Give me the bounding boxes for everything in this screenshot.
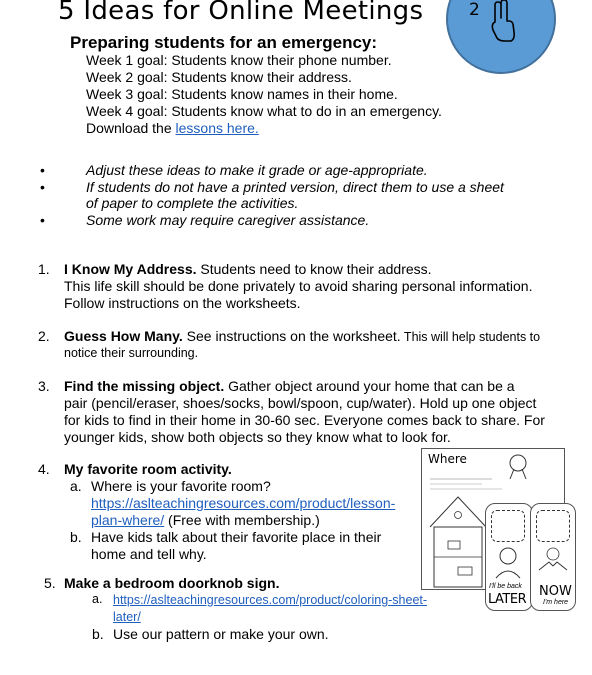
item-2-heading: Guess How Many. bbox=[64, 328, 183, 344]
coloring-sheet-later-link-cont[interactable]: later/ bbox=[113, 610, 141, 624]
lesson-plan-where-link[interactable]: https://aslteachingresources.com/product/lesson- bbox=[91, 495, 396, 511]
item-2-text: See instructions on the worksheet. bbox=[182, 328, 401, 344]
item-4-a-suffix: (Free with membership.) bbox=[164, 512, 320, 528]
goal-week-1: Week 1 goal: Students know their phone number. bbox=[86, 52, 392, 68]
item-4-b-line-2: home and tell why. bbox=[91, 546, 207, 562]
item-4-a-letter: a. bbox=[70, 478, 82, 494]
item-5-b-letter: b. bbox=[92, 626, 104, 642]
page-title: 5 Ideas for Online Meetings bbox=[58, 0, 424, 26]
sign-hands-drawing bbox=[535, 544, 571, 580]
sign-person-drawing bbox=[490, 544, 526, 580]
item-4-b-letter: b. bbox=[70, 529, 82, 545]
item-3-line-3: for kids to find in their home in 30-60 sec. Everyone comes back to share. For bbox=[64, 412, 545, 428]
section-subtitle: Preparing students for an emergency: bbox=[70, 33, 378, 52]
now-sign-text: NOW bbox=[539, 584, 572, 599]
item-5-heading bbox=[64, 575, 279, 592]
item-2-text-small: This will help students to bbox=[400, 330, 541, 344]
item-1-text: Students need to know their address. bbox=[196, 261, 432, 277]
item-4-a-line-2 bbox=[91, 512, 320, 529]
item-number: 5. bbox=[44, 575, 56, 591]
item-4-heading bbox=[64, 461, 232, 478]
item-number: 1. bbox=[38, 261, 50, 277]
item-1-heading: I Know My Address. bbox=[64, 261, 197, 277]
item-number: 4. bbox=[38, 461, 50, 477]
item-1-line-2: This life skill should be done privately to avoid sharing personal information. bbox=[64, 278, 533, 294]
item-4-heading-text: My favorite room activity. bbox=[64, 461, 232, 477]
goal-week-4: Week 4 goal: Students know what to do in an emergency. bbox=[86, 103, 442, 119]
later-sign-text: LATER bbox=[488, 592, 527, 607]
hand-two-fingers-icon bbox=[487, 0, 527, 42]
item-5-heading-text: Make a bedroom doorknob sign. bbox=[64, 575, 280, 591]
where-worksheet-title: Where bbox=[428, 452, 467, 466]
download-prefix: Download the bbox=[86, 120, 176, 136]
later-doorknob-sign bbox=[485, 503, 533, 611]
sign-hole bbox=[491, 510, 525, 542]
bullet-item-2: If students do not have a printed version, direct them to use a sheet of paper to complete the activities. bbox=[86, 179, 504, 211]
item-3-text: Gather object around your home that can be a bbox=[224, 378, 515, 394]
item-3-line-2: pair (pencil/eraser, shoes/socks, bowl/spoon, cup/water). Hold up one object bbox=[64, 395, 537, 411]
item-5-b-text: Use our pattern or make your own. bbox=[113, 626, 329, 642]
lesson-plan-where-link-cont[interactable]: plan-where/ bbox=[91, 512, 165, 528]
bullet-symbol: • bbox=[40, 212, 45, 228]
item-2-line-1 bbox=[64, 328, 540, 346]
sign-hole bbox=[536, 510, 570, 542]
item-number: 2. bbox=[38, 328, 50, 344]
item-number: 3. bbox=[38, 378, 50, 394]
item-3-heading: Find the missing object. bbox=[64, 378, 225, 394]
badge-number: 2 bbox=[469, 0, 480, 20]
bullet-item-3: Some work may require caregiver assistance. bbox=[86, 212, 370, 228]
lessons-link[interactable]: lessons here. bbox=[175, 120, 259, 136]
now-sign-small-text: I'm here bbox=[543, 599, 569, 606]
now-doorknob-sign bbox=[530, 503, 576, 611]
coloring-sheet-later-link[interactable]: https://aslteachingresources.com/product/coloring-sheet- bbox=[113, 593, 428, 607]
item-3-line-4: younger kids, show both objects so they know what to look for. bbox=[64, 429, 451, 445]
item-2-line-2: notice their surrounding. bbox=[64, 346, 199, 360]
goal-week-3: Week 3 goal: Students know names in their home. bbox=[86, 86, 398, 102]
item-1-line-1 bbox=[64, 261, 432, 278]
item-3-line-1 bbox=[64, 378, 515, 395]
item-4-b-line-1: Have kids talk about their favorite place in their bbox=[91, 529, 382, 545]
later-sign-small-text: I'll be back bbox=[489, 583, 522, 590]
item-1-line-3: Follow instructions on the worksheets. bbox=[64, 295, 301, 311]
download-line bbox=[86, 120, 259, 136]
goal-week-2: Week 2 goal: Students know their address. bbox=[86, 69, 352, 85]
item-4-a-text: Where is your favorite room? bbox=[91, 478, 271, 494]
item-5-a-letter: a. bbox=[92, 592, 103, 606]
bullet-item-1: Adjust these ideas to make it grade or age-appropriate. bbox=[86, 162, 428, 178]
bullet-symbol: • bbox=[40, 179, 45, 195]
bullet-symbol: • bbox=[40, 162, 45, 178]
